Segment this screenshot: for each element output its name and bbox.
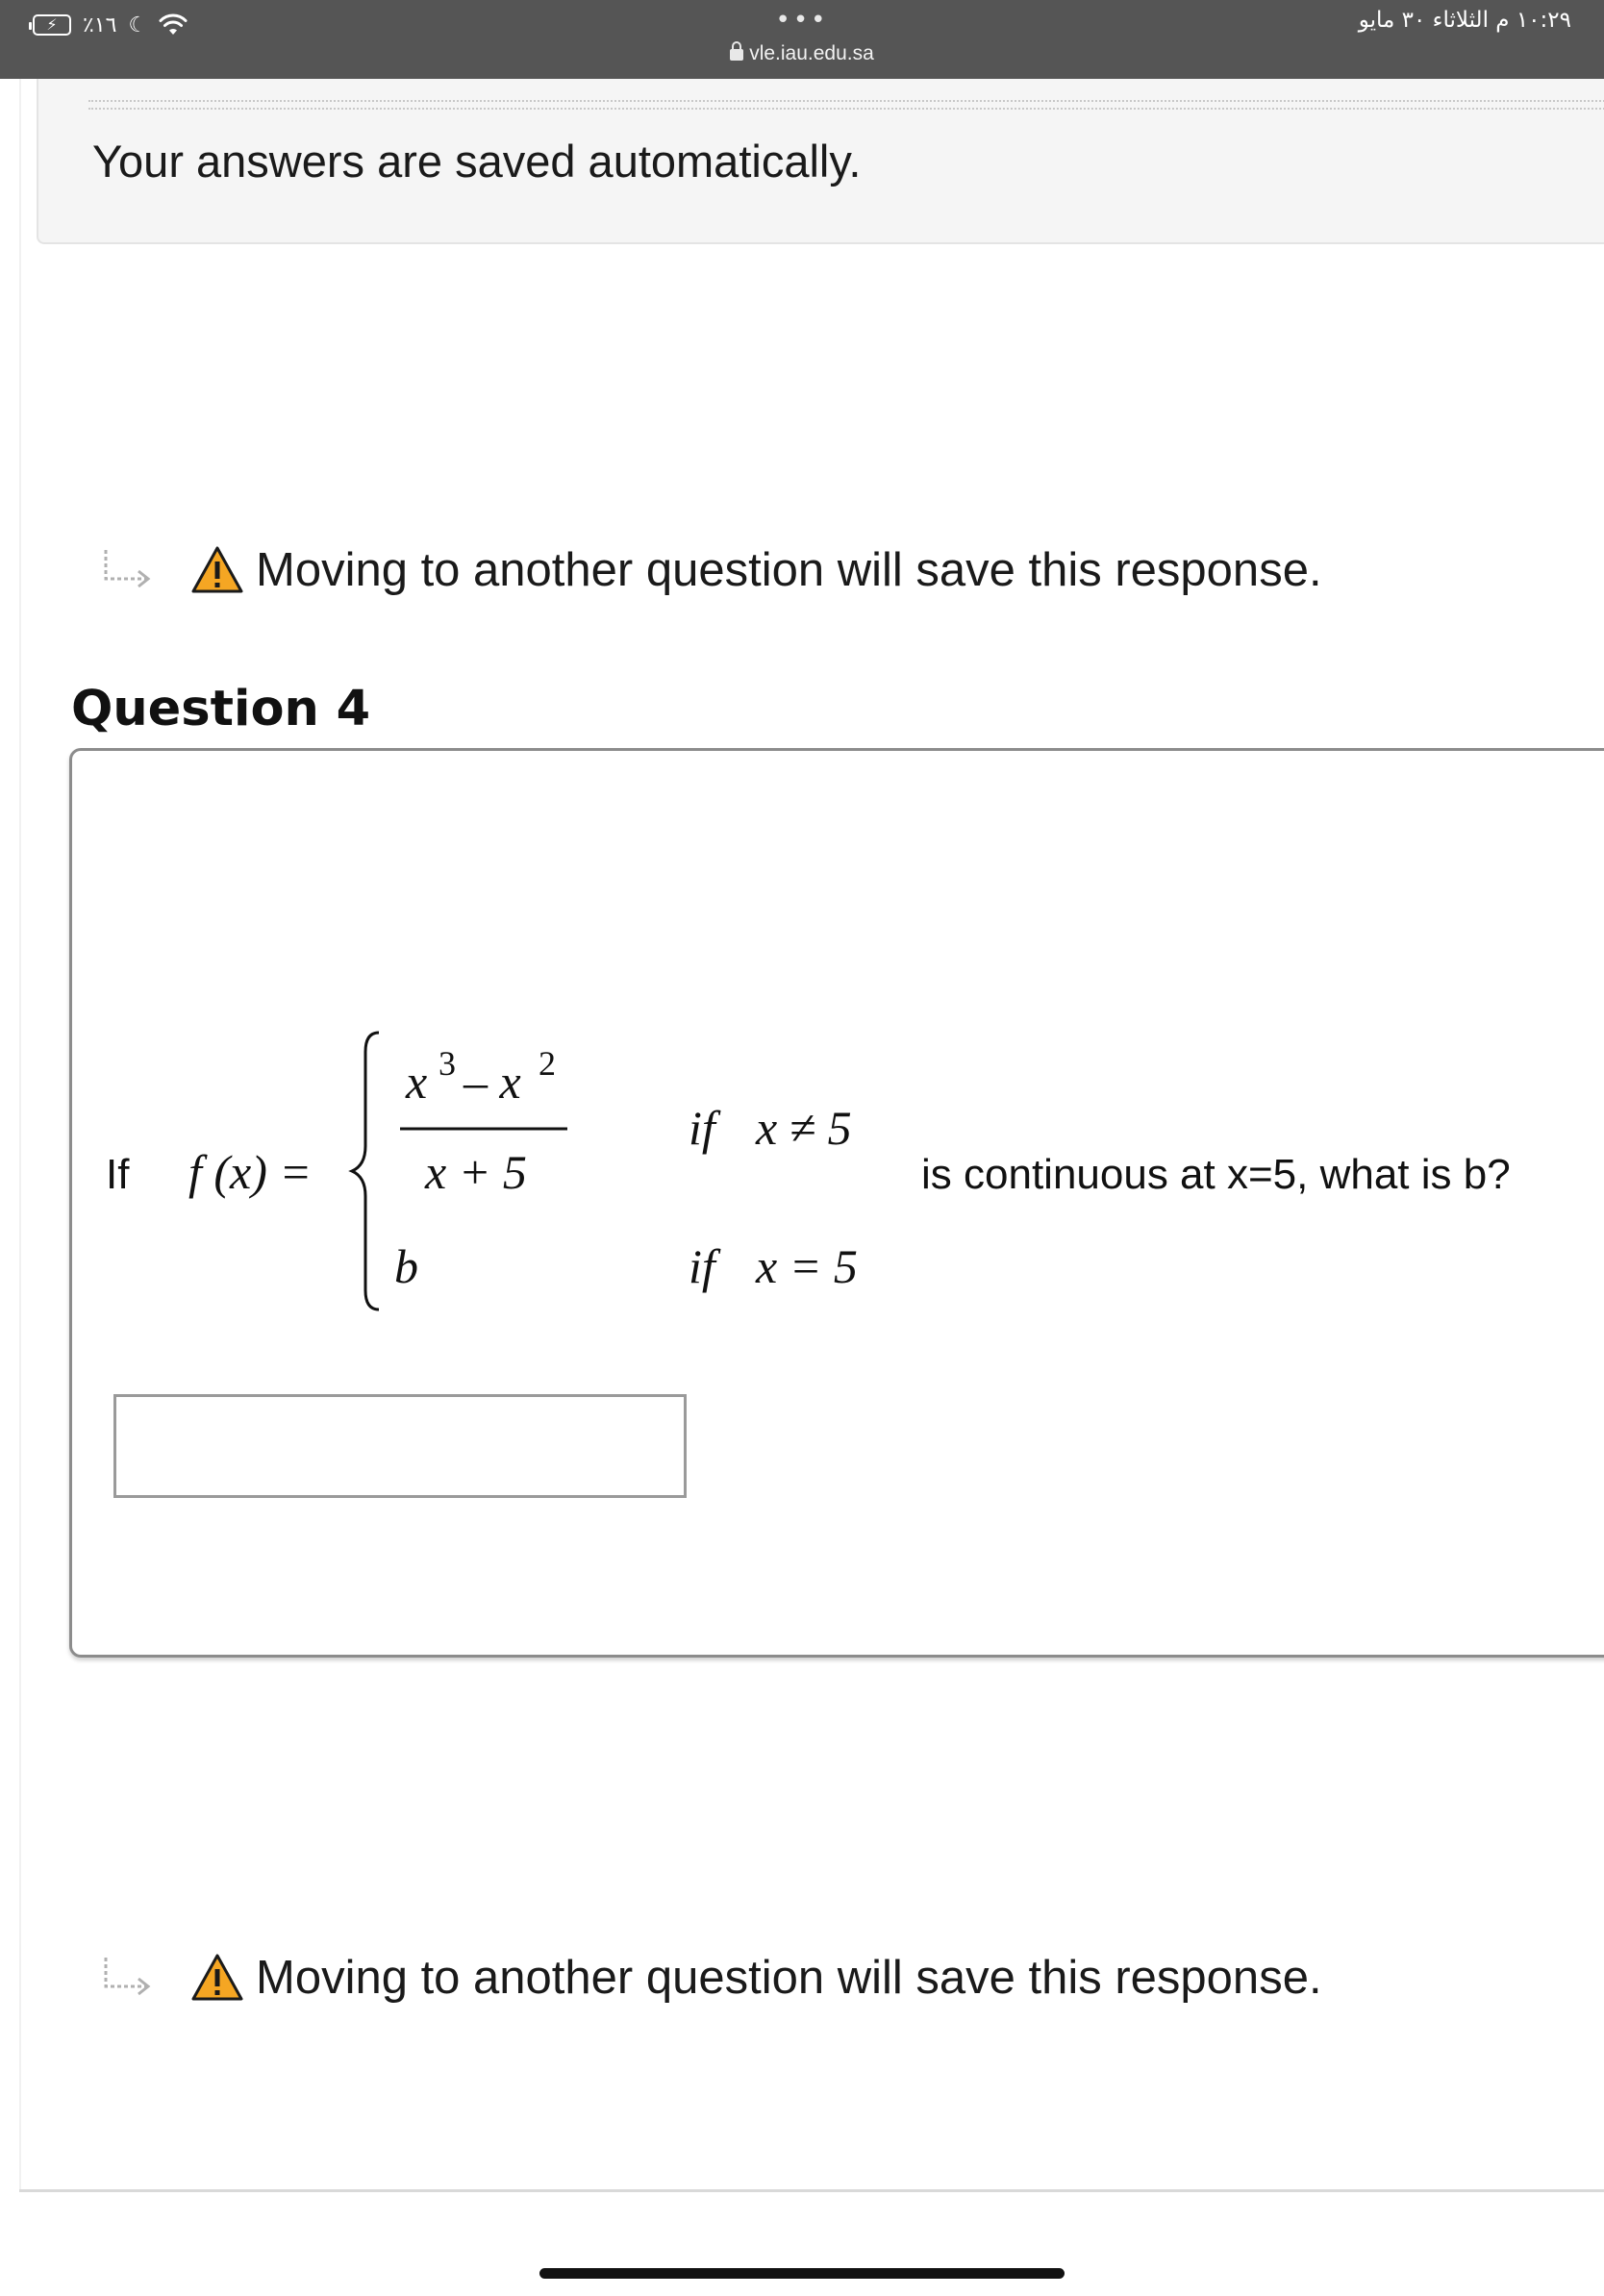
- return-arrow-icon: [100, 1956, 156, 2000]
- condition2: x = 5: [756, 1239, 858, 1293]
- url-text: vle.iau.edu.sa: [749, 42, 874, 64]
- warning-text: Moving to another question will save this response.: [256, 544, 1322, 596]
- question-prefix: If: [106, 1151, 130, 1198]
- time-date: ١٠:٢٩ م الثلاثاء ٣٠ مايو: [1358, 8, 1571, 33]
- tab-dots[interactable]: •••: [775, 6, 829, 35]
- autosave-text: Your answers are saved automatically.: [92, 136, 862, 187]
- condition1: x ≠ 5: [756, 1101, 852, 1155]
- condition2-if: if: [689, 1239, 715, 1293]
- function-label: f (x) =: [188, 1145, 313, 1199]
- left-brace: [352, 1033, 379, 1310]
- warning-icon: [190, 1953, 244, 2003]
- numerator-exp3: 3: [439, 1044, 456, 1083]
- battery-percent: ٪١٦: [83, 12, 117, 37]
- charging-bolt-icon: ⚡: [46, 15, 58, 34]
- denominator: x + 5: [425, 1145, 527, 1199]
- question-title: Question 4: [71, 681, 371, 737]
- question-suffix: is continuous at x=5, what is b?: [921, 1151, 1511, 1198]
- condition1-if: if: [689, 1101, 715, 1155]
- numerator-exp2: 2: [539, 1044, 556, 1083]
- bottom-divider: [19, 2189, 1604, 2192]
- numerator-minus-x: – x: [464, 1055, 521, 1109]
- home-indicator[interactable]: [539, 2268, 1065, 2279]
- do-not-disturb-icon: ☾: [128, 12, 148, 37]
- answer-input[interactable]: [113, 1394, 687, 1498]
- save-warning-bottom: [100, 1944, 1322, 2011]
- numerator-x: x: [406, 1055, 428, 1109]
- warning-text: Moving to another question will save this response.: [256, 1952, 1322, 2004]
- case2-value: b: [394, 1239, 418, 1293]
